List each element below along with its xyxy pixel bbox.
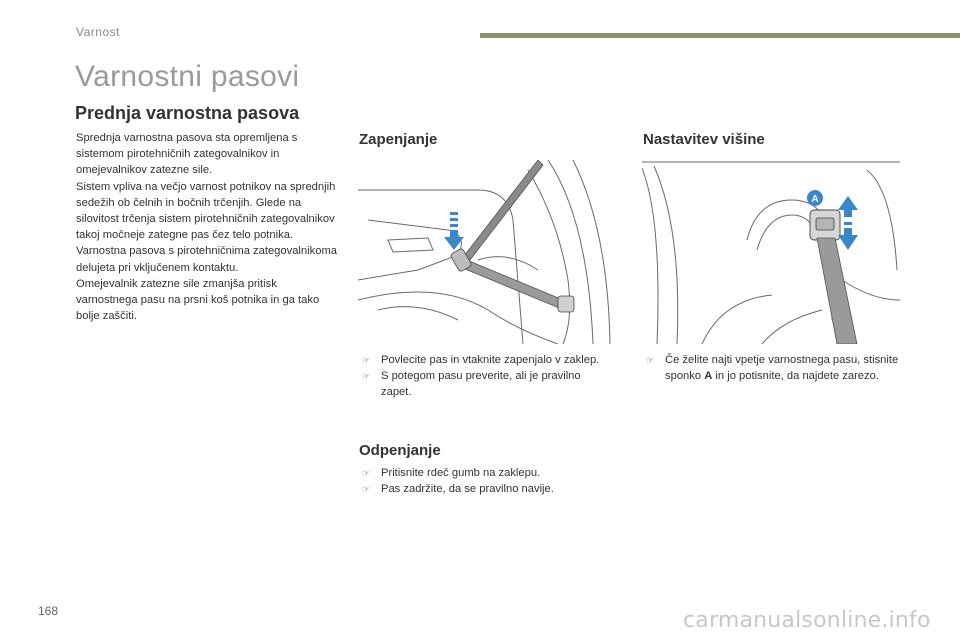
step-text: Povlecite pas in vtaknite zapenjalo v zaklep. [381, 354, 600, 366]
step-text: Pas zadržite, da se pravilno navije. [381, 483, 554, 496]
backrest-edge [528, 170, 570, 344]
step-text-part: in jo potisnite, da najdete zarezo. [712, 370, 879, 383]
adjuster-clip [816, 218, 834, 230]
arrow-bullet-icon: ☞ [362, 468, 371, 478]
seat-cushion-line [358, 292, 558, 344]
pillar-left [642, 168, 658, 344]
intro-paragraph: Varnostna pasova s pirotehničnima zategovalnikoma delujeta pri vključenem kontaktu. [76, 245, 337, 274]
pillar-right [867, 170, 897, 270]
intro-paragraph: Sprednja varnostna pasova sta opremljena s sistemom pirotehničnih zategovalnikov in omejevalnikov zatezne sile. [76, 132, 298, 177]
step-text-part: Če želite najti vpetje varnostnega pasu, stisnite sponko [665, 354, 899, 383]
up-down-arrow-icon [838, 196, 858, 250]
unfastening-heading: Odpenjanje [359, 442, 441, 459]
clip-letter: A [704, 370, 713, 383]
step-text [665, 354, 898, 382]
belt-strap-upper [464, 160, 543, 260]
list-item [359, 465, 614, 481]
arrow-bullet-icon: ☞ [362, 484, 371, 495]
page-number: 168 [38, 604, 59, 618]
fastening-steps [359, 352, 614, 401]
step-text: S potegom pasu preverite, ali je pravilno zapet. [381, 370, 581, 399]
height-adjust-steps [643, 352, 905, 384]
seat-back-curve-2 [762, 310, 822, 344]
console-outline [358, 220, 461, 280]
watermark: carmanualsonline.info [683, 608, 931, 633]
header-accent-bar [480, 33, 960, 38]
callout-a-label: A [811, 194, 819, 205]
height-adjust-heading: Nastavitev višine [643, 131, 765, 148]
height-adjust-illustration [642, 160, 902, 344]
step-text: Pritisnite rdeč gumb na zaklepu. [381, 467, 541, 479]
intro-paragraph: Sistem vpliva na večjo varnost potnikov na sprednjih sedežih ob čelnih in bočnih trčenjih. Glede na silovitost trčenja sistem pirotehničnih zategovalnikov takoj močneje zategne pas čez telo potnika. [76, 180, 336, 242]
trim-line [842, 280, 900, 300]
list-item [359, 481, 614, 497]
arrow-bullet-icon: ☞ [362, 355, 371, 365]
belt-strap [817, 238, 857, 344]
section-label: Varnost [76, 25, 120, 39]
fastening-heading: Zapenjanje [359, 131, 438, 148]
arrow-bullet-icon: ☞ [646, 355, 655, 365]
backrest-edge-2 [548, 160, 593, 344]
list-item [643, 352, 905, 384]
floor-line [378, 307, 458, 320]
belt-strap-lap [458, 258, 568, 310]
arrow-bullet-icon: ☞ [362, 371, 371, 382]
section-subtitle: Prednja varnostna pasova [75, 103, 300, 123]
buckle-anchor [558, 296, 574, 312]
intro-paragraph: Omejevalnik zatezne sile zmanjša pritisk varnostnega pasu na prsni koš potnika in ga tako bolje zaščiti. [76, 277, 320, 323]
intro-text [76, 130, 338, 324]
list-item [359, 368, 614, 400]
list-item [359, 352, 614, 368]
seat-back-curve [702, 295, 772, 344]
fastening-illustration [358, 160, 616, 344]
console-slot [388, 238, 433, 252]
page-title: Varnostni pasovi [75, 60, 300, 93]
unfastening-steps [359, 465, 614, 497]
